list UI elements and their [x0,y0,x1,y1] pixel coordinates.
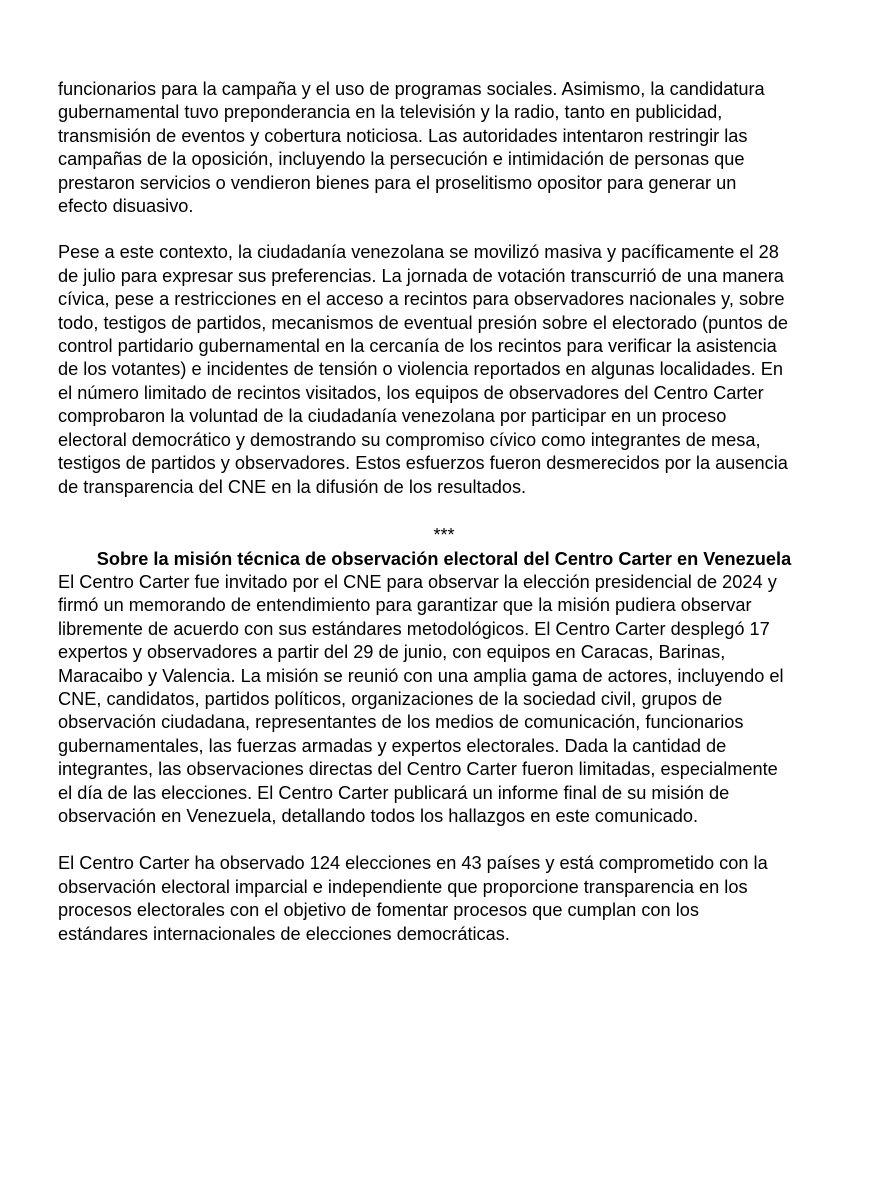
section-separator: *** [433,524,455,545]
body-paragraph-campaign: funcionarios para la campaña y el uso de programas sociales. Asimismo, la candidatura gubernamental tuvo preponderancia en la televisión y la radio, tanto en publicidad, transmisión de eventos y cobertura noticiosa. Las autoridades intentaron restringir las campañas de la oposición, incluyendo la persecución e intimidación de personas que prestaron servicios o vendieron bienes para el proselitismo opositor para generar un efecto disuasivo. [58,79,765,217]
body-paragraph-election-day: Pese a este contexto, la ciudadanía venezolana se movilizó masiva y pacíficamente el 28 de julio para expresar sus preferencias. La jornada de votación transcurrió de una manera cívica, pese a restricciones en el acceso a recintos para observadores nacionales y, sobre todo, testigos de partidos, mecanismos de eventual presión sobre el electorado (puntos de control partidario gubernamental en la cercanía de los recintos para verificar la asistencia de los votantes) e incidentes de tensión o violencia reportados en algunas localidades. En el número limitado de recintos visitados, los equipos de observadores del Centro Carter comprobaron la voluntad de la ciudadanía venezolana por participar en un proceso electoral democrático y demostrando su compromiso cívico como integrantes de mesa, testigos de partidos y observadores. Estos esfuerzos fueron desmerecidos por la ausencia de transparencia del CNE en la difusión de los resultados. [58,242,788,497]
section-heading: Sobre la misión técnica de observación electoral del Centro Carter en Venezuela [96,548,792,569]
body-paragraph-mission: El Centro Carter fue invitado por el CNE para observar la elección presidencial de 2024 y firmó un memorando de entendimiento para garantizar que la misión pudiera observar libremente de acuerdo con sus estándares metodológicos. El Centro Carter desplegó 17 expertos y observadores a partir del 29 de junio, con equipos en Caracas, Barinas, Maracaibo y Valencia. La misión se reunió con una amplia gama de actores, incluyendo el CNE, candidatos, partidos políticos, organizaciones de la sociedad civil, grupos de observación ciudadana, representantes de los medios de comunicación, funcionarios gubernamentales, las fuerzas armadas y expertos electorales. Dada la cantidad de integrantes, las observaciones directas del Centro Carter fueron limitadas, especialmente el día de las elecciones. El Centro Carter publicará un informe final de su misión de observación en Venezuela, detallando todos los hallazgos en este comunicado. [58,571,784,826]
document-page [58,78,830,946]
body-paragraph-carter-center: El Centro Carter ha observado 124 elecciones en 43 países y está comprometido con la observación electoral imparcial e independiente que proporcione transparencia en los procesos electorales con el objetivo de fomentar procesos que cumplan con los estándares internacionales de elecciones democráticas. [58,853,768,944]
